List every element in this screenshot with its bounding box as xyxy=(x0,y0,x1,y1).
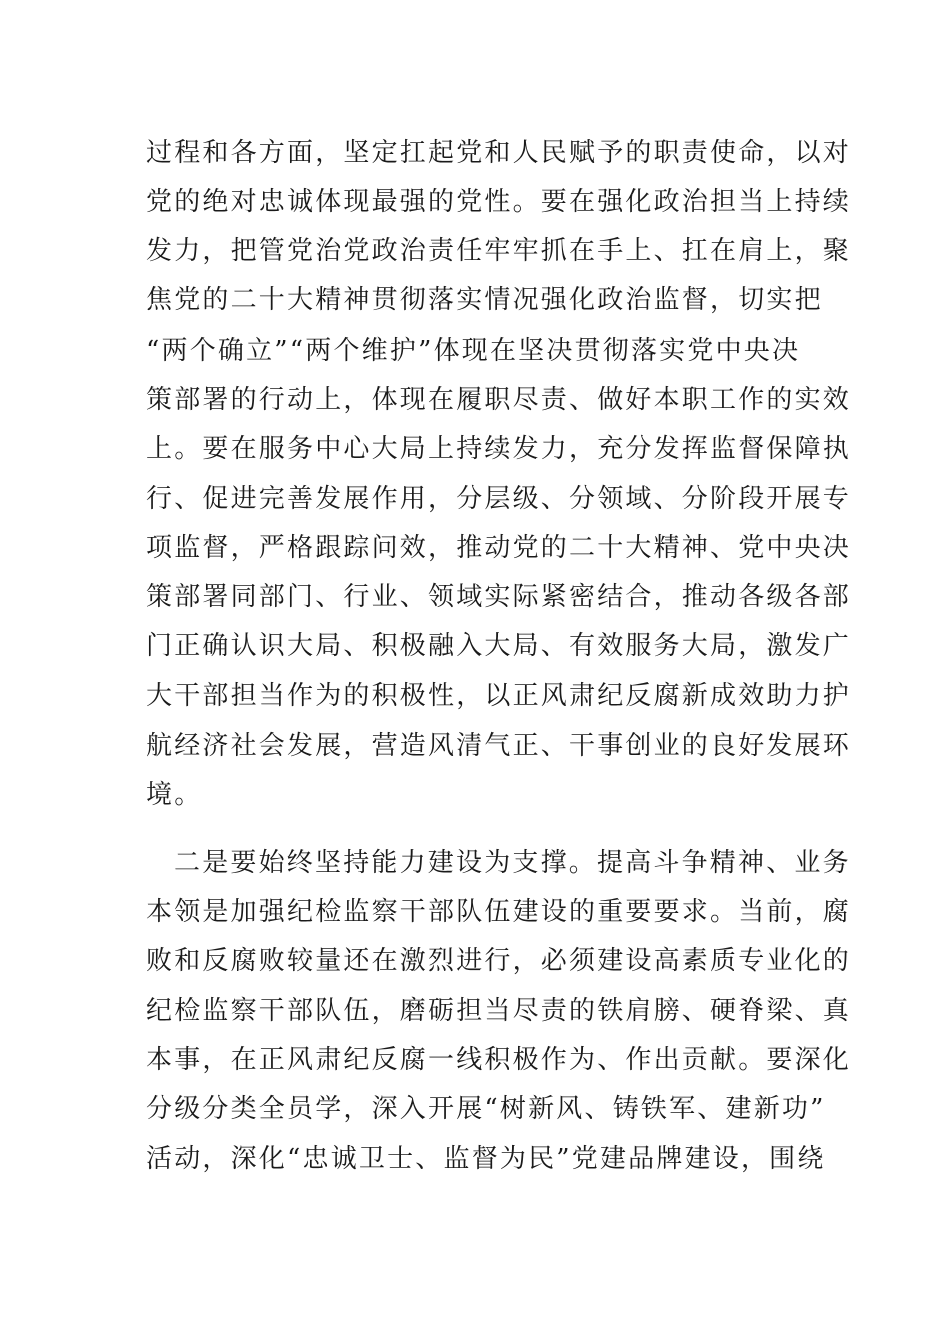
text-line: 败和反腐败较量还在激烈进行，必须建设高素质专业化的 xyxy=(146,946,852,976)
text-line: 上。要在服务中心大局上持续发力，充分发挥监督保障执 xyxy=(146,434,852,464)
paragraph-start-line: 二是要始终坚持能力建设为支撑。提高斗争精神、业务 xyxy=(174,848,851,878)
text-line: 大干部担当作为的积极性，以正风肃纪反腐新成效助力护 xyxy=(146,681,852,711)
text-line: 航经济社会发展，营造风清气正、干事创业的良好发展环 xyxy=(146,731,852,761)
text-line: “两个确立”“两个维护”体现在坚决贯彻落实党中央决 xyxy=(146,336,801,366)
text-line: 行、促进完善发展作用，分层级、分领域、分阶段开展专 xyxy=(146,484,852,514)
text-line: 本事，在正风肃纪反腐一线积极作为、作出贡献。要深化 xyxy=(146,1045,852,1075)
text-line: 发力，把管党治党政治责任牢牢抓在手上、扛在肩上，聚 xyxy=(146,236,852,266)
text-line: 活动，深化“忠诚卫士、监督为民”党建品牌建设，围绕 xyxy=(146,1144,826,1174)
text-line: 纪检监察干部队伍，磨砺担当尽责的铁肩膀、硬脊梁、真 xyxy=(146,996,852,1026)
text-line: 境。 xyxy=(146,780,203,810)
text-line: 党的绝对忠诚体现最强的党性。要在强化政治担当上持续 xyxy=(146,187,852,217)
text-line: 焦党的二十大精神贯彻落实情况强化政治监督，切实把 xyxy=(146,285,823,315)
text-line: 分级分类全员学，深入开展“树新风、铸铁军、建新功” xyxy=(146,1094,826,1124)
text-line: 策部署的行动上，体现在履职尽责、做好本职工作的实效 xyxy=(146,385,852,415)
text-line: 门正确认识大局、积极融入大局、有效服务大局，激发广 xyxy=(146,631,852,661)
text-line: 过程和各方面，坚定扛起党和人民赋予的职责使命，以对 xyxy=(146,138,852,168)
text-line: 项监督，严格跟踪问效，推动党的二十大精神、党中央决 xyxy=(146,533,852,563)
text-line: 策部署同部门、行业、领域实际紧密结合，推动各级各部 xyxy=(146,582,852,612)
text-line: 本领是加强纪检监察干部队伍建设的重要要求。当前，腐 xyxy=(146,897,852,927)
